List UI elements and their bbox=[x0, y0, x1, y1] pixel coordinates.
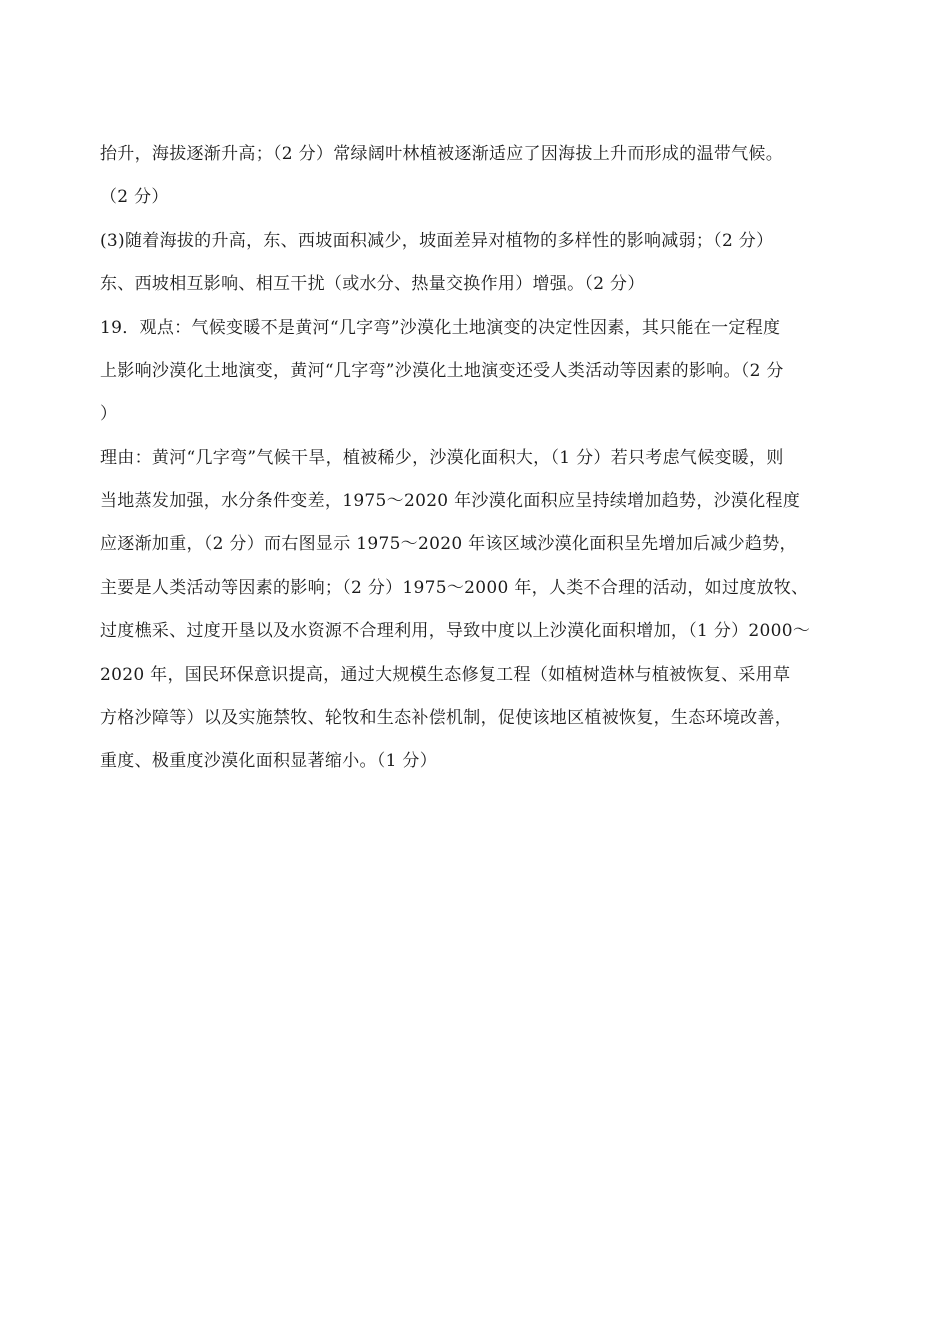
text-line: 重度、极重度沙漠化面积显著缩小。（1 分） bbox=[100, 751, 438, 771]
text-line: 过度樵采、过度开垦以及水资源不合理利用，导致中度以上沙漠化面积增加，（1 分）2000～ bbox=[100, 621, 811, 641]
text-line: 抬升，海拔逐渐升高；（2 分）常绿阔叶林植被逐渐适应了因海拔上升而形成的温带气候。 bbox=[100, 144, 784, 164]
text-line: 理由：黄河“几字弯”气候干旱，植被稀少，沙漠化面积大，（1 分）若只考虑气候变暖，则 bbox=[100, 448, 784, 468]
text-line: 东、西坡相互影响、相互干扰（或水分、热量交换作用）增强。（2 分） bbox=[100, 274, 645, 294]
text-line: ） bbox=[100, 404, 118, 424]
text-line: 方格沙障等）以及实施禁牧、轮牧和生态补偿机制，促使该地区植被恢复，生态环境改善， bbox=[100, 708, 792, 728]
text-line: 上影响沙漠化土地演变，黄河“几字弯”沙漠化土地演变还受人类活动等因素的影响。（2 分 bbox=[100, 361, 784, 381]
text-line: 当地蒸发加强，水分条件变差，1975～2020 年沙漠化面积应呈持续增加趋势，沙漠化程度 bbox=[100, 491, 801, 511]
text-line: (3)随着海拔的升高，东、西坡面积减少，坡面差异对植物的多样性的影响减弱；（2 分） bbox=[100, 231, 774, 251]
text-line: 2020 年，国民环保意识提高，通过大规模生态修复工程（如植树造林与植被恢复、采用草 bbox=[100, 665, 791, 685]
text-line: （2 分） bbox=[100, 187, 169, 207]
text-line: 19．观点：气候变暖不是黄河“几字弯”沙漠化土地演变的决定性因素，其只能在一定程度 bbox=[100, 318, 781, 338]
text-line: 主要是人类活动等因素的影响；（2 分）1975～2000 年，人类不合理的活动，如过度放牧、 bbox=[100, 578, 809, 598]
text-line: 应逐渐加重，（2 分）而右图显示 1975～2020 年该区域沙漠化面积呈先增加后减少趋势， bbox=[100, 534, 797, 554]
